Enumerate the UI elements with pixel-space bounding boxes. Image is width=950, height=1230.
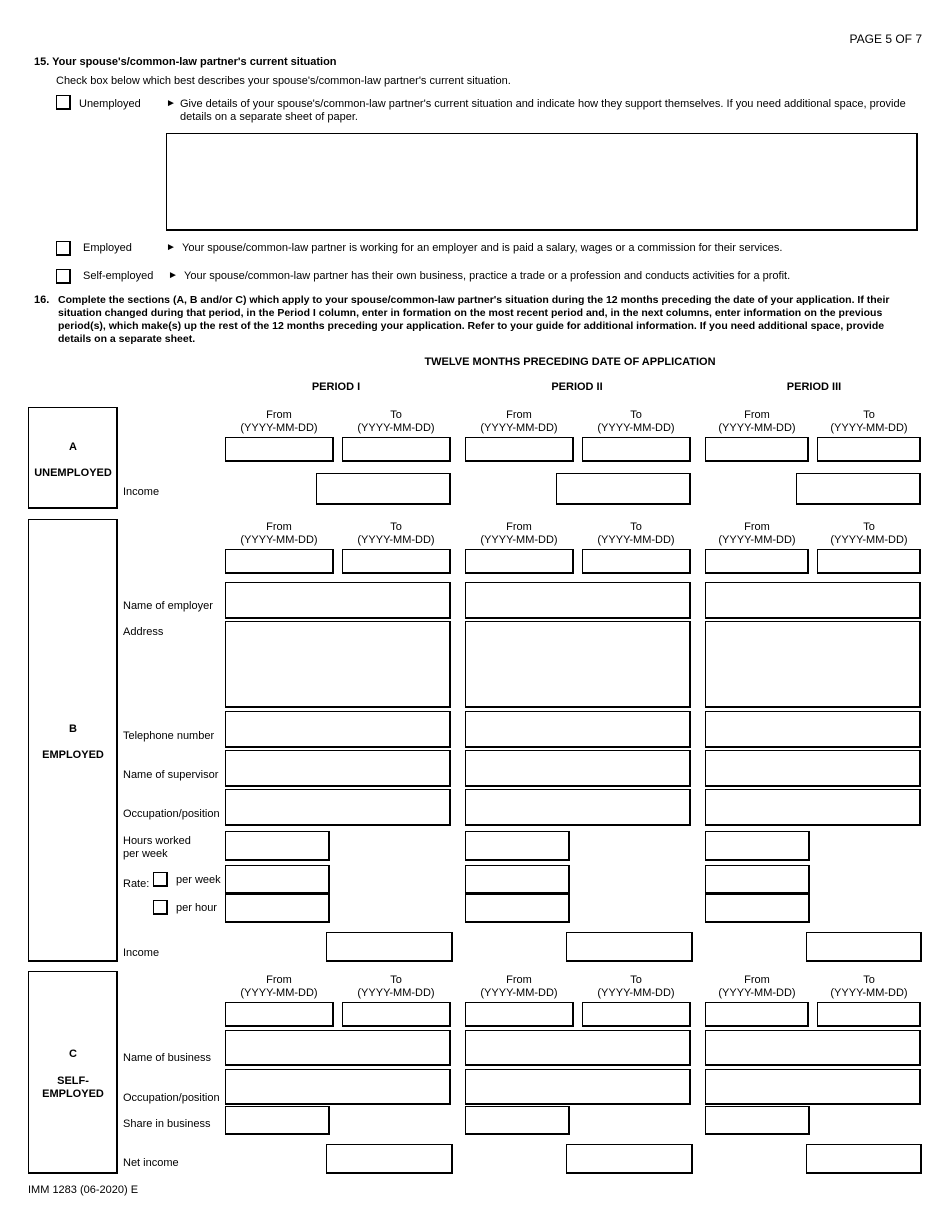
- from-header: [226, 521, 332, 547]
- b-p2-employer-input[interactable]: [465, 582, 691, 619]
- b-p2-address-input[interactable]: [465, 621, 691, 708]
- unemployed-checkbox[interactable]: [56, 95, 71, 110]
- rate-label: Rate:: [123, 878, 150, 890]
- selfemployed-label: Self-employed: [83, 270, 154, 282]
- from-header: [226, 974, 332, 1000]
- b-income-label: Income: [123, 947, 160, 959]
- to-label: To: [630, 974, 642, 986]
- telephone-label: Telephone number: [123, 730, 215, 742]
- to-header: [583, 974, 689, 1000]
- date-format-label: (YYYY-MM-DD): [597, 987, 675, 999]
- b-p2-income-input[interactable]: [566, 932, 693, 962]
- b-p1-hours-input[interactable]: [225, 831, 330, 861]
- date-format-label: (YYYY-MM-DD): [480, 422, 558, 434]
- q16-text: Complete the sections (A, B and/or C) which apply to your spouse/common-law partner's situation during the 12 months preceding the date of your application. If their situation changed during that period, in the Period I column, enter in formation on the most recent period and, in the next columns, enter information on the previous period(s), which make(s) up the rest of the 12 months preceding your application. Refer to your guide for additional information. If you need additional space, provide details on a separate sheet.: [58, 294, 890, 345]
- date-format-label: (YYYY-MM-DD): [357, 422, 435, 434]
- to-label: To: [390, 521, 402, 533]
- hours-label-line1: Hours worked: [123, 835, 191, 847]
- to-label: To: [390, 974, 402, 986]
- b-p2-to-input[interactable]: [582, 549, 691, 574]
- q15-title: 15. Your spouse's/common-law partner's current situation: [34, 56, 337, 68]
- page-number: PAGE 5 OF 7: [849, 32, 922, 46]
- b-p1-supervisor-input[interactable]: [225, 750, 451, 787]
- c-p2-occupation-input[interactable]: [465, 1069, 691, 1105]
- address-label: Address: [123, 626, 164, 638]
- hours-label: [123, 835, 191, 861]
- supervisor-label: Name of supervisor: [123, 769, 219, 781]
- date-format-label: (YYYY-MM-DD): [597, 534, 675, 546]
- a-p2-from-input[interactable]: [465, 437, 574, 462]
- hours-label-line2: per week: [123, 848, 168, 860]
- section-b-letter: B: [69, 723, 77, 735]
- from-label: From: [266, 974, 292, 986]
- twelve-months-heading: TWELVE MONTHS PRECEDING DATE OF APPLICATION: [424, 356, 716, 368]
- b-p1-to-input[interactable]: [342, 549, 451, 574]
- to-label: To: [630, 409, 642, 421]
- c-p2-share-input[interactable]: [465, 1106, 570, 1135]
- b-p3-address-input[interactable]: [705, 621, 921, 708]
- unemployed-description: Give details of your spouse's/common-law partner's current situation and indicate how they support themselves. If you need additional space, provide details on a separate sheet of paper.: [180, 98, 906, 123]
- c-p3-business-input[interactable]: [705, 1030, 921, 1066]
- c-p3-net-income-input[interactable]: [806, 1144, 922, 1174]
- net-income-label: Net income: [123, 1157, 179, 1169]
- b-p1-income-input[interactable]: [326, 932, 453, 962]
- b-p1-telephone-input[interactable]: [225, 711, 451, 748]
- rate-per-week-checkbox[interactable]: [153, 872, 168, 887]
- from-label: From: [506, 409, 532, 421]
- section-a-box: [28, 407, 118, 509]
- c-p1-net-income-input[interactable]: [326, 1144, 453, 1174]
- a-p2-to-input[interactable]: [582, 437, 691, 462]
- c-p3-to-input[interactable]: [817, 1002, 921, 1027]
- date-format-label: (YYYY-MM-DD): [718, 422, 796, 434]
- employer-name-label: Name of employer: [123, 600, 213, 612]
- a-p2-income-input[interactable]: [556, 473, 691, 505]
- to-header: [343, 409, 449, 435]
- from-label: From: [266, 521, 292, 533]
- selfemployed-checkbox[interactable]: [56, 269, 71, 284]
- to-label: To: [390, 409, 402, 421]
- section-c-title-line2: EMPLOYED: [42, 1088, 104, 1100]
- b-p2-hours-input[interactable]: [465, 831, 570, 861]
- b-p3-employer-input[interactable]: [705, 582, 921, 619]
- b-p1-address-input[interactable]: [225, 621, 451, 708]
- a-p3-from-input[interactable]: [705, 437, 809, 462]
- to-header: [583, 409, 689, 435]
- selfemployed-description: Your spouse/common-law partner has their own business, practice a trade or a profession and conducts activities for a profit.: [184, 270, 791, 282]
- unemployed-details-textarea[interactable]: [166, 133, 918, 231]
- from-header: [466, 974, 572, 1000]
- from-label: From: [744, 974, 770, 986]
- from-header: [466, 409, 572, 435]
- date-format-label: (YYYY-MM-DD): [240, 987, 318, 999]
- c-p2-net-income-input[interactable]: [566, 1144, 693, 1174]
- from-header: [706, 409, 808, 435]
- b-p1-rate-week-input[interactable]: [225, 865, 330, 894]
- b-p1-rate-hour-input[interactable]: [225, 894, 330, 923]
- per-week-label: per week: [176, 874, 221, 886]
- period-2-heading: PERIOD II: [551, 381, 603, 393]
- rate-per-hour-checkbox[interactable]: [153, 900, 168, 915]
- a-p1-income-input[interactable]: [316, 473, 451, 505]
- section-c-box: [28, 971, 118, 1174]
- b-p3-from-input[interactable]: [705, 549, 809, 574]
- section-a-title: UNEMPLOYED: [34, 467, 112, 479]
- per-hour-label: per hour: [176, 902, 217, 914]
- share-label: Share in business: [123, 1118, 211, 1130]
- c-p1-to-input[interactable]: [342, 1002, 451, 1027]
- date-format-label: (YYYY-MM-DD): [830, 534, 908, 546]
- unemployed-label: Unemployed: [79, 98, 141, 110]
- b-p2-telephone-input[interactable]: [465, 711, 691, 748]
- to-header: [818, 974, 920, 1000]
- date-format-label: (YYYY-MM-DD): [240, 422, 318, 434]
- date-format-label: (YYYY-MM-DD): [830, 987, 908, 999]
- period-1-heading: PERIOD I: [311, 381, 361, 393]
- to-label: To: [863, 409, 875, 421]
- b-p3-supervisor-input[interactable]: [705, 750, 921, 787]
- b-p1-occupation-input[interactable]: [225, 789, 451, 826]
- date-format-label: (YYYY-MM-DD): [718, 534, 796, 546]
- to-label: To: [630, 521, 642, 533]
- employed-label: Employed: [83, 242, 132, 254]
- c-p1-business-input[interactable]: [225, 1030, 451, 1066]
- arrow-icon: ►: [168, 270, 178, 281]
- from-label: From: [744, 521, 770, 533]
- section-b-box: [28, 519, 118, 962]
- employed-description: Your spouse/common-law partner is working for an employer and is paid a salary, wages or a commission for their services.: [182, 242, 783, 254]
- employed-checkbox[interactable]: [56, 241, 71, 256]
- to-header: [343, 521, 449, 547]
- from-header: [706, 974, 808, 1000]
- c-p1-from-input[interactable]: [225, 1002, 334, 1027]
- section-c-letter: C: [69, 1048, 77, 1060]
- a-income-label: Income: [123, 486, 160, 498]
- date-format-label: (YYYY-MM-DD): [597, 422, 675, 434]
- date-format-label: (YYYY-MM-DD): [480, 534, 558, 546]
- arrow-icon: ►: [166, 98, 176, 109]
- from-label: From: [744, 409, 770, 421]
- b-p2-from-input[interactable]: [465, 549, 574, 574]
- b-p1-employer-input[interactable]: [225, 582, 451, 619]
- business-name-label: Name of business: [123, 1052, 212, 1064]
- b-p3-telephone-input[interactable]: [705, 711, 921, 748]
- b-p2-occupation-input[interactable]: [465, 789, 691, 826]
- from-label: From: [266, 409, 292, 421]
- b-p2-supervisor-input[interactable]: [465, 750, 691, 787]
- section-c-title: [28, 1075, 118, 1101]
- b-p2-rate-hour-input[interactable]: [465, 894, 570, 923]
- from-header: [706, 521, 808, 547]
- b-p3-occupation-input[interactable]: [705, 789, 921, 826]
- c-p2-from-input[interactable]: [465, 1002, 574, 1027]
- b-p1-from-input[interactable]: [225, 549, 334, 574]
- date-format-label: (YYYY-MM-DD): [240, 534, 318, 546]
- c-p3-share-input[interactable]: [705, 1106, 810, 1135]
- q16-number: 16.: [34, 294, 50, 306]
- date-format-label: (YYYY-MM-DD): [830, 422, 908, 434]
- b-p2-rate-week-input[interactable]: [465, 865, 570, 894]
- to-header: [583, 521, 689, 547]
- period-3-heading: PERIOD III: [786, 381, 842, 393]
- from-label: From: [506, 521, 532, 533]
- a-p3-to-input[interactable]: [817, 437, 921, 462]
- b-p3-to-input[interactable]: [817, 549, 921, 574]
- arrow-icon: ►: [166, 242, 176, 253]
- a-p3-income-input[interactable]: [796, 473, 921, 505]
- c-occupation-label: Occupation/position: [123, 1092, 220, 1104]
- to-header: [343, 974, 449, 1000]
- section-c-title-line1: SELF-: [57, 1075, 89, 1087]
- c-p1-share-input[interactable]: [225, 1106, 330, 1135]
- to-header: [818, 409, 920, 435]
- b-p3-hours-input[interactable]: [705, 831, 810, 861]
- date-format-label: (YYYY-MM-DD): [357, 987, 435, 999]
- date-format-label: (YYYY-MM-DD): [357, 534, 435, 546]
- c-p1-occupation-input[interactable]: [225, 1069, 451, 1105]
- b-p3-rate-hour-input[interactable]: [705, 894, 810, 923]
- section-a-letter: A: [69, 441, 77, 453]
- c-p3-occupation-input[interactable]: [705, 1069, 921, 1105]
- b-p3-income-input[interactable]: [806, 932, 922, 962]
- to-header: [818, 521, 920, 547]
- from-header: [466, 521, 572, 547]
- from-header: [226, 409, 332, 435]
- to-label: To: [863, 521, 875, 533]
- to-label: To: [863, 974, 875, 986]
- c-p2-to-input[interactable]: [582, 1002, 691, 1027]
- section-b-title: EMPLOYED: [42, 749, 104, 761]
- date-format-label: (YYYY-MM-DD): [480, 987, 558, 999]
- c-p2-business-input[interactable]: [465, 1030, 691, 1066]
- c-p3-from-input[interactable]: [705, 1002, 809, 1027]
- b-p3-rate-week-input[interactable]: [705, 865, 810, 894]
- a-p1-to-input[interactable]: [342, 437, 451, 462]
- occupation-label: Occupation/position: [123, 808, 220, 820]
- from-label: From: [506, 974, 532, 986]
- date-format-label: (YYYY-MM-DD): [718, 987, 796, 999]
- form-number: IMM 1283 (06-2020) E: [28, 1184, 139, 1196]
- a-p1-from-input[interactable]: [225, 437, 334, 462]
- q15-instruction: Check box below which best describes your spouse's/common-law partner's current situation.: [56, 75, 511, 87]
